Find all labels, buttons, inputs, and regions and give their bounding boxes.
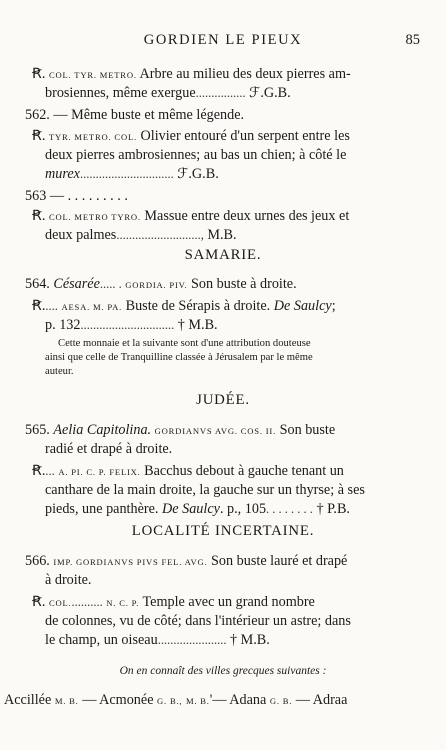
module-abbrev: G. B. xyxy=(269,696,293,706)
entry-reverse-line xyxy=(45,83,291,103)
module-ref: ℱ.G.B. xyxy=(249,85,291,101)
description: Temple avec un grand nombre xyxy=(139,594,315,610)
entry-reverse-line xyxy=(32,592,315,613)
entry-566 xyxy=(25,551,347,572)
legend: GORDIANVS AVG. COS. II. xyxy=(154,426,277,436)
entry-reverse-line xyxy=(32,126,350,147)
city-name: — Acmonée xyxy=(78,692,158,708)
entry-reverse-line: canthare de la main droite, la gauche sur un thyrse; à ses xyxy=(45,482,365,498)
legend: COL. TYR. METRO. xyxy=(48,70,137,80)
section-heading-incertaine: LOCALITÉ INCERTAINE. xyxy=(131,523,315,539)
reverse-mark: Ꞧ. xyxy=(32,208,46,224)
city-name: Césarée xyxy=(53,276,100,292)
legend: COL. METRO TYRO. xyxy=(48,212,141,222)
italic-term: murex xyxy=(45,166,80,182)
legend: A. PI. C. P. FELIX. xyxy=(58,467,141,477)
leader-dots: .... xyxy=(45,299,58,313)
entry-reverse-line: deux pierres ambrosiennes; au bas un chien; à côté le xyxy=(45,147,347,163)
city-name: — Adraa xyxy=(292,692,348,708)
module-abbrev: G. B., xyxy=(157,696,183,706)
footnote-line: auteur. xyxy=(45,366,74,377)
section-heading-judee: JUDÉE. xyxy=(196,392,250,408)
leader-dots: .......... xyxy=(71,595,103,609)
description: brosiennes, même exergue xyxy=(45,85,196,101)
legend: N. C. P. xyxy=(106,598,140,608)
entry-562: 562. — Même buste et même légende. xyxy=(25,107,245,123)
description: Bacchus debout à gauche tenant un xyxy=(140,463,344,479)
description: deux palmes xyxy=(45,227,117,243)
leader-dots: .............................. xyxy=(80,318,175,332)
footnote-line: Cette monnaie et la suivante sont d'une attribution douteuse xyxy=(58,338,311,349)
reverse-mark: Ꞧ. xyxy=(32,463,46,479)
entry-number: 565. xyxy=(25,422,54,438)
entry-564 xyxy=(25,274,297,295)
description: Olivier entouré d'un serpent entre les xyxy=(136,128,350,144)
module-ref: † M.B. xyxy=(229,632,270,648)
description: Massue entre deux urnes des jeux et xyxy=(140,208,350,224)
module-abbrev: M. B. xyxy=(54,696,79,706)
module-ref: † P.B. xyxy=(316,501,350,517)
leader-dots: ... xyxy=(45,464,55,478)
description: Son buste lauré et drapé xyxy=(207,553,348,569)
section-heading-samarie: SAMARIE. xyxy=(184,247,262,263)
entry-reverse-line: de colonnes, vu de côté; dans l'intérieur un astre; dans xyxy=(45,613,351,629)
description: Son buste xyxy=(276,422,336,438)
city-list-line xyxy=(4,690,347,711)
page-ref: . p., 105 xyxy=(219,501,267,517)
leader-dots: ...................... xyxy=(157,633,227,647)
description: Buste de Sérapis à droite. xyxy=(122,298,274,314)
leader-dots: .............................. xyxy=(79,167,174,181)
author-ref: De Saulcy xyxy=(162,501,220,517)
reverse-mark: Ꞧ. xyxy=(32,298,46,314)
description: le champ, un oiseau xyxy=(45,632,158,648)
entry-563: 563 — . . . . . . . . . xyxy=(25,188,128,204)
entry-reverse-line xyxy=(32,461,344,482)
legend: TYR. METRO. COL. xyxy=(48,132,137,142)
description: pieds, une panthère. xyxy=(45,501,163,517)
punctuation: ; xyxy=(331,298,336,314)
legend: COL. xyxy=(48,598,72,608)
leader-dots: . . . . . . . . xyxy=(266,502,313,516)
author-ref: De Saulcy xyxy=(273,298,332,314)
entry-reverse-line xyxy=(45,315,218,335)
page-header xyxy=(0,32,446,50)
legend: IMP. GORDIANVS PIVS FEL. AVG. xyxy=(53,557,208,567)
leader-dots: ................ xyxy=(195,86,246,100)
reverse-mark: Ꞧ. xyxy=(32,594,46,610)
description: Son buste à droite. xyxy=(187,276,297,292)
entry-reverse-line xyxy=(32,296,336,317)
entry-line: radié et drapé à droite. xyxy=(45,441,173,457)
entry-reverse-line xyxy=(45,225,237,245)
entry-reverse-line xyxy=(32,206,349,227)
city-name: Accillée xyxy=(4,692,55,708)
legend: GORDIA. PIV. xyxy=(125,280,188,290)
leader-dots: ..........................., xyxy=(116,228,204,242)
entry-reverse-line xyxy=(45,164,219,184)
entry-reverse-line xyxy=(32,64,351,85)
city-name: Aelia Capitolina. xyxy=(53,422,152,438)
module-ref: ℱ.G.B. xyxy=(177,166,219,182)
reverse-mark: Ꞧ. xyxy=(32,66,46,82)
entry-565 xyxy=(25,420,335,441)
entry-number: 564. xyxy=(25,276,54,292)
page-ref: p. 132 xyxy=(45,317,81,333)
module-abbrev: M. B. xyxy=(185,696,210,706)
legend: AESA. M. PA. xyxy=(61,302,123,312)
entry-number: 566. xyxy=(25,553,54,569)
footnote-line: ainsi que celle de Tranquilline classée à Jérusalem par le même xyxy=(45,352,313,363)
leader-dots: ..... . xyxy=(99,277,122,291)
intro-note: On en connaît des villes grecques suivantes : xyxy=(119,665,327,677)
page-number: 85 xyxy=(405,32,420,48)
running-title: GORDIEN LE PIEUX xyxy=(143,32,303,48)
entry-reverse-line xyxy=(45,499,350,519)
entry-line: à droite. xyxy=(45,572,92,588)
reverse-mark: Ꞧ. xyxy=(32,128,46,144)
module-ref: † M.B. xyxy=(177,317,218,333)
entry-reverse-line xyxy=(45,630,270,650)
city-name: '— Adana xyxy=(209,692,270,708)
module-ref: M.B. xyxy=(207,227,237,243)
description: Arbre au milieu des deux pierres am- xyxy=(136,66,351,82)
